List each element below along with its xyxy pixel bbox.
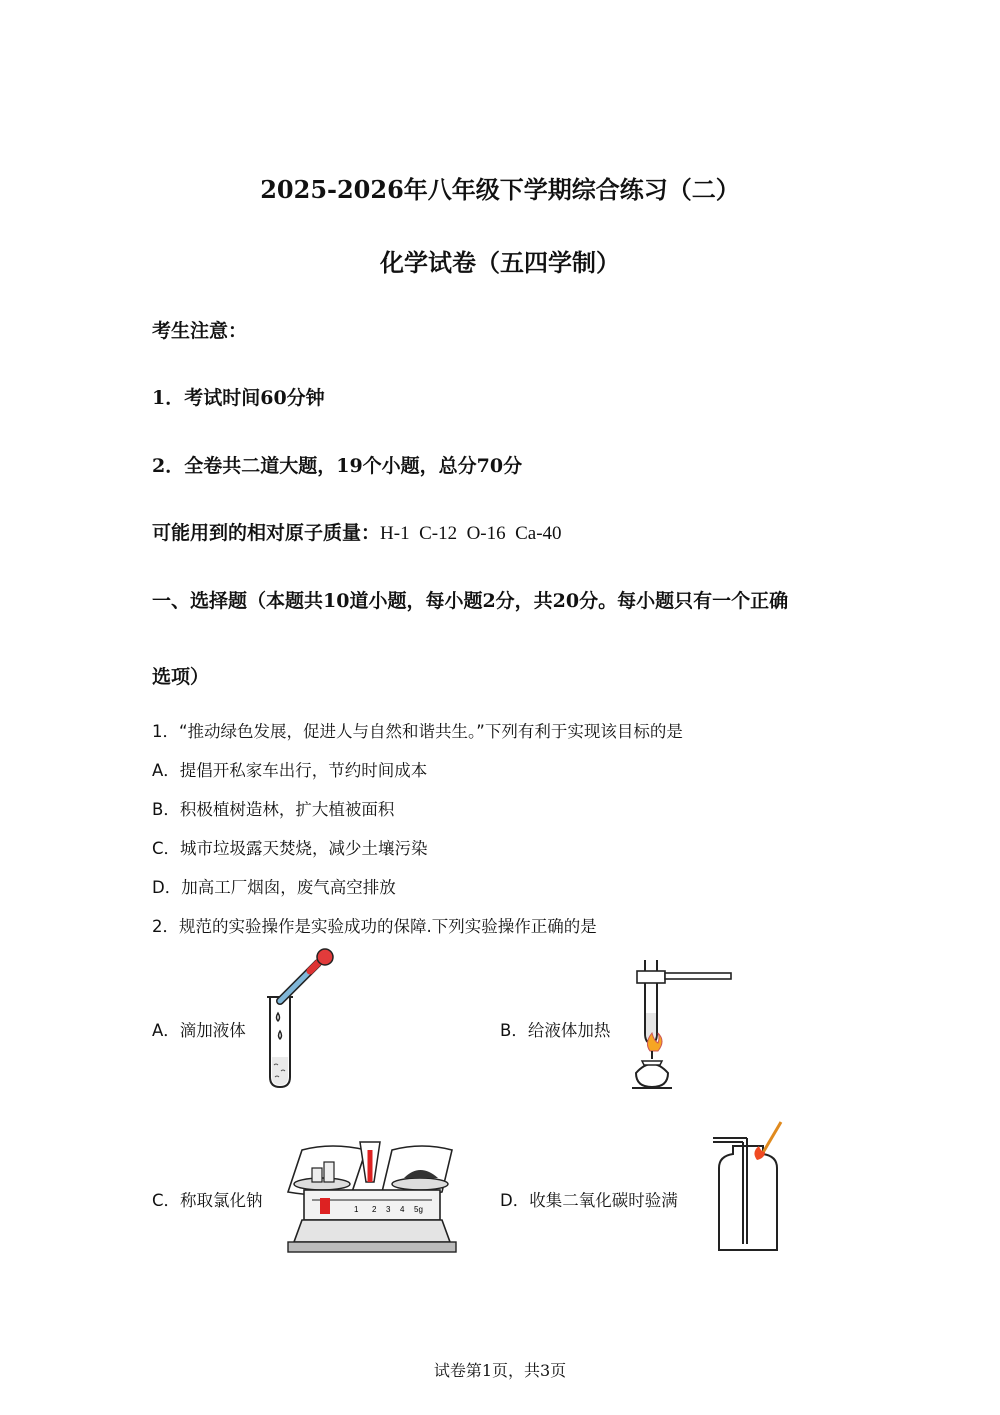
section-heading-line2: 选项） <box>152 666 210 688</box>
scale-tick-1: 1 <box>354 1205 359 1214</box>
question-2-option-d: D．收集二氧化碳时验满 <box>500 1191 678 1210</box>
section-heading-line1: 一、选择题（本题共10道小题，每小题2分，共20分。每小题只有一个正确 <box>152 590 789 612</box>
question-2-option-b: B．给液体加热 <box>500 1021 611 1040</box>
question-2-option-c: C．称取氯化钠 <box>152 1191 263 1210</box>
exam-subtitle: 化学试卷（五四学制） <box>380 248 620 277</box>
heating-liquid-illustration <box>620 955 740 1095</box>
notes-heading: 考生注意： <box>152 320 248 342</box>
dropper-test-tube-illustration <box>262 945 342 1093</box>
atomic-mass-label: 可能用到的相对原子质量： <box>152 522 381 544</box>
notes-item-1: 1．考试时间60分钟 <box>152 387 325 409</box>
question-1-stem: 1．“推动绿色发展，促进人与自然和谐共生。”下列有利于实现该目标的是 <box>152 722 683 741</box>
balance-weighing-illustration <box>282 1132 462 1256</box>
co2-collection-illustration <box>705 1118 795 1258</box>
question-2-option-a: A．滴加液体 <box>152 1021 246 1040</box>
atomic-mass-values: H-1 C-12 O-16 Ca-40 <box>380 523 562 544</box>
question-2-stem: 2．规范的实验操作是实验成功的保障.下列实验操作正确的是 <box>152 917 597 936</box>
notes-item-2: 2．全卷共二道大题，19个小题，总分70分 <box>152 455 523 477</box>
scale-tick-3: 3 <box>386 1205 391 1214</box>
atomic-mass-line <box>152 518 562 545</box>
scale-tick-2: 2 <box>372 1205 377 1214</box>
scale-tick-4: 4 <box>400 1205 405 1214</box>
page-footer: 试卷第1页，共3页 <box>433 1361 567 1380</box>
exam-title: 2025-2026年八年级下学期综合练习（二） <box>260 175 740 204</box>
question-1-option-c: C．城市垃圾露天焚烧，减少土壤污染 <box>152 839 428 858</box>
question-1-option-a: A．提倡开私家车出行，节约时间成本 <box>152 761 428 780</box>
question-1-option-d: D．加高工厂烟囱，废气高空排放 <box>152 878 396 897</box>
scale-tick-5: 5g <box>414 1205 423 1214</box>
question-1-option-b: B．积极植树造林，扩大植被面积 <box>152 800 395 819</box>
